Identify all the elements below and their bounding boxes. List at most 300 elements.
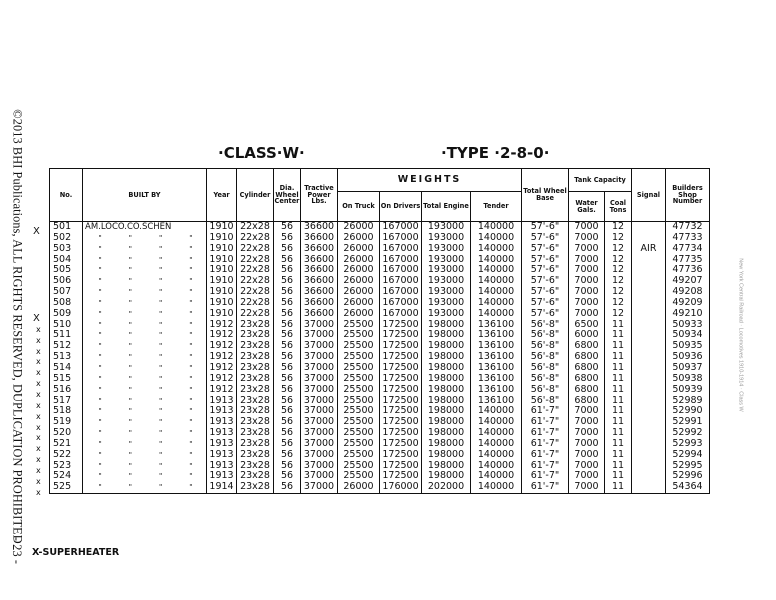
cell-shop-number: 50939 [666, 385, 710, 396]
superheater-mark: x [36, 465, 41, 475]
cell-tractive-power: 37000 [301, 363, 338, 374]
cell-water: 7000 [569, 287, 605, 298]
superheater-mark: x [36, 444, 41, 454]
superheater-mark: x [36, 400, 41, 410]
cell-cylinder: 22x28 [237, 265, 274, 276]
ditto-marks [85, 450, 206, 461]
cell-tender: 140000 [471, 439, 522, 450]
cell-on-truck: 26000 [338, 276, 380, 287]
cell-wheel-base: 61'-7" [522, 450, 569, 461]
cell-tractive-power: 37000 [301, 461, 338, 472]
cell-year: 1912 [207, 352, 237, 363]
cell-shop-number: 52990 [666, 406, 710, 417]
cell-dia: 56 [274, 222, 301, 233]
cell-dia: 56 [274, 461, 301, 472]
ditto-mark: " [189, 450, 193, 459]
ditto-marks [85, 439, 206, 450]
table-row [50, 222, 710, 233]
cell-water: 6800 [569, 396, 605, 407]
cell-no: 513 [50, 352, 83, 363]
cell-on-truck: 25500 [338, 320, 380, 331]
cell-tractive-power: 37000 [301, 439, 338, 450]
ditto-mark: " [189, 255, 193, 264]
cell-dia: 56 [274, 406, 301, 417]
ditto-marks [85, 352, 206, 363]
ditto-mark: " [189, 277, 193, 286]
cell-shop-number: 50934 [666, 330, 710, 341]
ditto-mark: " [189, 342, 193, 351]
cell-total-engine: 193000 [422, 222, 471, 233]
cell-signal [632, 276, 666, 287]
superheater-mark: x [36, 346, 41, 356]
cell-dia: 56 [274, 450, 301, 461]
cell-water: 7000 [569, 417, 605, 428]
cell-total-engine: 193000 [422, 244, 471, 255]
ditto-marks [85, 363, 206, 374]
cell-coal: 11 [605, 320, 632, 331]
ditto-mark: " [98, 266, 102, 275]
cell-total-engine: 198000 [422, 374, 471, 385]
cell-wheel-base: 61'-7" [522, 406, 569, 417]
cell-no: 523 [50, 461, 83, 472]
cell-tender: 140000 [471, 471, 522, 482]
table-row [50, 482, 710, 493]
ditto-marks [85, 417, 206, 428]
cell-water: 7000 [569, 276, 605, 287]
cell-on-drivers: 167000 [380, 233, 422, 244]
cell-coal: 12 [605, 244, 632, 255]
ditto-mark: " [159, 298, 163, 307]
ditto-mark: " [189, 266, 193, 275]
cell-coal: 11 [605, 385, 632, 396]
cell-cylinder: 23x28 [237, 406, 274, 417]
cell-tractive-power: 37000 [301, 385, 338, 396]
page-number: - 23 - [10, 536, 25, 564]
header-tender: Tender [471, 192, 522, 222]
cell-on-drivers: 172500 [380, 406, 422, 417]
cell-on-drivers: 172500 [380, 428, 422, 439]
ditto-mark: " [128, 277, 132, 286]
cell-year: 1910 [207, 265, 237, 276]
superheater-mark: x [36, 487, 41, 497]
ditto-mark: " [128, 309, 132, 318]
ditto-mark: " [159, 461, 163, 470]
table-body [50, 222, 710, 494]
side-note [734, 200, 748, 470]
cell-signal [632, 352, 666, 363]
table-row [50, 320, 710, 331]
cell-year: 1913 [207, 417, 237, 428]
table-row [50, 352, 710, 363]
locomotive-table-wrap [49, 168, 710, 494]
cell-signal [632, 374, 666, 385]
ditto-mark: " [128, 298, 132, 307]
cell-shop-number: 52991 [666, 417, 710, 428]
ditto-mark: " [189, 363, 193, 372]
cell-tractive-power: 36600 [301, 287, 338, 298]
cell-on-drivers: 167000 [380, 276, 422, 287]
cell-no: 512 [50, 341, 83, 352]
cell-coal: 11 [605, 471, 632, 482]
cell-tender: 140000 [471, 461, 522, 472]
ditto-marks [85, 482, 206, 493]
cell-signal [632, 450, 666, 461]
cell-total-engine: 198000 [422, 417, 471, 428]
ditto-mark: " [128, 483, 132, 492]
ditto-mark: " [98, 439, 102, 448]
cell-tractive-power: 37000 [301, 374, 338, 385]
cell-no: 517 [50, 396, 83, 407]
cell-year: 1910 [207, 244, 237, 255]
ditto-mark: " [159, 439, 163, 448]
cell-built-by [83, 287, 207, 298]
cell-signal [632, 428, 666, 439]
ditto-mark: " [159, 233, 163, 242]
cell-built-by [83, 244, 207, 255]
ditto-mark: " [98, 288, 102, 297]
cell-wheel-base: 57'-6" [522, 222, 569, 233]
cell-coal: 12 [605, 287, 632, 298]
table-row [50, 244, 710, 255]
cell-on-drivers: 172500 [380, 461, 422, 472]
cell-built-by [83, 233, 207, 244]
header-total-engine: Total Engine [422, 192, 471, 222]
ditto-marks [85, 265, 206, 276]
ditto-mark: " [98, 255, 102, 264]
cell-no: 503 [50, 244, 83, 255]
cell-built-by [83, 352, 207, 363]
cell-total-engine: 198000 [422, 471, 471, 482]
cell-year: 1912 [207, 385, 237, 396]
cell-shop-number: 52995 [666, 461, 710, 472]
cell-year: 1910 [207, 276, 237, 287]
cell-shop-number: 50933 [666, 320, 710, 331]
cell-on-drivers: 167000 [380, 309, 422, 320]
cell-total-engine: 193000 [422, 276, 471, 287]
cell-coal: 11 [605, 406, 632, 417]
cell-coal: 11 [605, 439, 632, 450]
cell-shop-number: 52989 [666, 396, 710, 407]
cell-signal [632, 471, 666, 482]
cell-year: 1912 [207, 320, 237, 331]
footnote: X-SUPERHEATER [32, 547, 120, 558]
cell-tender: 136100 [471, 396, 522, 407]
ditto-mark: " [128, 429, 132, 438]
cell-tractive-power: 37000 [301, 341, 338, 352]
cell-water: 7000 [569, 222, 605, 233]
cell-cylinder: 22x28 [237, 222, 274, 233]
ditto-mark: " [189, 331, 193, 340]
cell-signal [632, 406, 666, 417]
cell-on-truck: 25500 [338, 461, 380, 472]
ditto-mark: " [98, 429, 102, 438]
cell-coal: 11 [605, 461, 632, 472]
cell-dia: 56 [274, 287, 301, 298]
cell-water: 7000 [569, 439, 605, 450]
cell-signal [632, 287, 666, 298]
cell-signal [632, 461, 666, 472]
ditto-mark: " [159, 429, 163, 438]
cell-total-engine: 198000 [422, 320, 471, 331]
cell-cylinder: 23x28 [237, 330, 274, 341]
cell-coal: 11 [605, 330, 632, 341]
cell-tractive-power: 36600 [301, 298, 338, 309]
cell-water: 6800 [569, 385, 605, 396]
table-row [50, 363, 710, 374]
superheater-mark: x [36, 324, 41, 334]
cell-signal [632, 222, 666, 233]
cell-dia: 56 [274, 255, 301, 266]
cell-shop-number: 54364 [666, 482, 710, 493]
cell-cylinder: 23x28 [237, 482, 274, 493]
cell-no: 508 [50, 298, 83, 309]
cell-no: 507 [50, 287, 83, 298]
cell-cylinder: 23x28 [237, 439, 274, 450]
header-total-wheel-base: Total Wheel Base [522, 169, 569, 222]
table-row [50, 298, 710, 309]
superheater-mark: x [36, 422, 41, 432]
table-row [50, 287, 710, 298]
ditto-mark: " [128, 353, 132, 362]
ditto-mark: " [128, 407, 132, 416]
cell-tender: 140000 [471, 265, 522, 276]
cell-year: 1913 [207, 471, 237, 482]
ditto-mark: " [189, 407, 193, 416]
cell-built-by [83, 406, 207, 417]
ditto-mark: " [159, 288, 163, 297]
cell-wheel-base: 56'-8" [522, 320, 569, 331]
ditto-mark: " [128, 288, 132, 297]
cell-year: 1910 [207, 298, 237, 309]
cell-coal: 11 [605, 450, 632, 461]
ditto-marks [85, 385, 206, 396]
ditto-mark: " [189, 472, 193, 481]
cell-total-engine: 193000 [422, 287, 471, 298]
cell-built-by [83, 309, 207, 320]
ditto-mark: " [128, 331, 132, 340]
cell-tender: 140000 [471, 417, 522, 428]
ditto-mark: " [128, 439, 132, 448]
header-tank-capacity: Tank Capacity [569, 169, 632, 192]
cell-tender: 136100 [471, 352, 522, 363]
cell-year: 1913 [207, 406, 237, 417]
cell-tender: 136100 [471, 341, 522, 352]
cell-cylinder: 22x28 [237, 244, 274, 255]
cell-on-drivers: 172500 [380, 352, 422, 363]
copyright-text: ©2013 BHI Publications, ALL RIGHTS RESERVED, DUPLICATION PROHIBITED [10, 108, 25, 544]
cell-on-truck: 25500 [338, 363, 380, 374]
cell-tractive-power: 36600 [301, 255, 338, 266]
cell-dia: 56 [274, 276, 301, 287]
cell-water: 6800 [569, 352, 605, 363]
cell-total-engine: 198000 [422, 352, 471, 363]
table-row [50, 428, 710, 439]
cell-on-drivers: 172500 [380, 330, 422, 341]
cell-cylinder: 23x28 [237, 374, 274, 385]
header-signal: Signal [632, 169, 666, 222]
ditto-mark: " [189, 418, 193, 427]
cell-year: 1913 [207, 450, 237, 461]
cell-tractive-power: 37000 [301, 320, 338, 331]
cell-shop-number: 49208 [666, 287, 710, 298]
cell-coal: 12 [605, 265, 632, 276]
table-row [50, 233, 710, 244]
cell-total-engine: 202000 [422, 482, 471, 493]
cell-water: 7000 [569, 309, 605, 320]
ditto-mark: " [98, 244, 102, 253]
cell-no: 514 [50, 363, 83, 374]
ditto-mark: " [98, 483, 102, 492]
ditto-marks [85, 298, 206, 309]
cell-dia: 56 [274, 363, 301, 374]
cell-cylinder: 22x28 [237, 276, 274, 287]
ditto-mark: " [189, 483, 193, 492]
cell-water: 6000 [569, 330, 605, 341]
cell-coal: 11 [605, 363, 632, 374]
side-note-text: New York Central Railroad · Locomotives 1910-1914 · Class W [738, 258, 744, 412]
cell-coal: 12 [605, 276, 632, 287]
cell-built-by [83, 265, 207, 276]
cell-on-truck: 26000 [338, 265, 380, 276]
ditto-mark: " [128, 363, 132, 372]
cell-tractive-power: 37000 [301, 396, 338, 407]
ditto-marks [85, 374, 206, 385]
cell-built-by [83, 396, 207, 407]
cell-tender: 140000 [471, 276, 522, 287]
cell-tractive-power: 37000 [301, 352, 338, 363]
ditto-mark: " [98, 396, 102, 405]
cell-tractive-power: 37000 [301, 406, 338, 417]
header-cylinder: Cylinder [237, 169, 274, 222]
cell-dia: 56 [274, 298, 301, 309]
cell-wheel-base: 61'-7" [522, 482, 569, 493]
cell-cylinder: 23x28 [237, 428, 274, 439]
cell-total-engine: 198000 [422, 439, 471, 450]
cell-no: 519 [50, 417, 83, 428]
cell-signal [632, 417, 666, 428]
cell-water: 6800 [569, 363, 605, 374]
ditto-marks [85, 341, 206, 352]
cell-tractive-power: 37000 [301, 482, 338, 493]
cell-tender: 136100 [471, 385, 522, 396]
cell-water: 6800 [569, 374, 605, 385]
superheater-mark: X [33, 226, 40, 238]
cell-dia: 56 [274, 352, 301, 363]
cell-total-engine: 198000 [422, 450, 471, 461]
cell-no: 504 [50, 255, 83, 266]
cell-water: 7000 [569, 298, 605, 309]
cell-wheel-base: 61'-7" [522, 461, 569, 472]
cell-on-truck: 26000 [338, 298, 380, 309]
cell-wheel-base: 56'-8" [522, 341, 569, 352]
ditto-mark: " [159, 277, 163, 286]
ditto-mark: " [189, 353, 193, 362]
ditto-mark: " [159, 385, 163, 394]
ditto-marks [85, 255, 206, 266]
cell-on-truck: 25500 [338, 352, 380, 363]
ditto-mark: " [189, 309, 193, 318]
cell-on-truck: 26000 [338, 482, 380, 493]
cell-water: 7000 [569, 233, 605, 244]
cell-wheel-base: 61'-7" [522, 439, 569, 450]
ditto-mark: " [98, 298, 102, 307]
cell-dia: 56 [274, 320, 301, 331]
table-row [50, 450, 710, 461]
cell-signal [632, 439, 666, 450]
cell-no: 515 [50, 374, 83, 385]
cell-year: 1912 [207, 363, 237, 374]
cell-coal: 12 [605, 233, 632, 244]
ditto-mark: " [189, 298, 193, 307]
cell-total-engine: 198000 [422, 330, 471, 341]
cell-shop-number: 47736 [666, 265, 710, 276]
cell-signal [632, 265, 666, 276]
cell-year: 1912 [207, 374, 237, 385]
cell-no: 506 [50, 276, 83, 287]
cell-cylinder: 23x28 [237, 341, 274, 352]
cell-no: 505 [50, 265, 83, 276]
cell-total-engine: 193000 [422, 298, 471, 309]
header-builders-shop-number: Builders Shop Number [666, 169, 710, 222]
table-row [50, 461, 710, 472]
ditto-mark: " [189, 233, 193, 242]
cell-wheel-base: 57'-6" [522, 265, 569, 276]
ditto-mark: " [189, 320, 193, 329]
cell-cylinder: 23x28 [237, 471, 274, 482]
header-weights: WEIGHTS [338, 169, 522, 192]
cell-water: 7000 [569, 255, 605, 266]
cell-built-by [83, 482, 207, 493]
cell-built-by [83, 330, 207, 341]
cell-on-drivers: 172500 [380, 439, 422, 450]
cell-total-engine: 193000 [422, 265, 471, 276]
cell-tractive-power: 36600 [301, 265, 338, 276]
ditto-mark: " [98, 309, 102, 318]
cell-no: 520 [50, 428, 83, 439]
cell-no: 509 [50, 309, 83, 320]
table-row [50, 276, 710, 287]
cell-dia: 56 [274, 439, 301, 450]
cell-on-truck: 25500 [338, 385, 380, 396]
cell-built-by [83, 385, 207, 396]
cell-year: 1910 [207, 233, 237, 244]
cell-on-truck: 25500 [338, 406, 380, 417]
ditto-marks [85, 320, 206, 331]
cell-coal: 11 [605, 428, 632, 439]
cell-shop-number: 47734 [666, 244, 710, 255]
ditto-mark: " [189, 244, 193, 253]
cell-total-engine: 198000 [422, 428, 471, 439]
cell-water: 7000 [569, 461, 605, 472]
table-row [50, 406, 710, 417]
cell-no: 524 [50, 471, 83, 482]
cell-water: 7000 [569, 482, 605, 493]
cell-wheel-base: 57'-6" [522, 244, 569, 255]
cell-on-truck: 26000 [338, 309, 380, 320]
ditto-marks [85, 276, 206, 287]
cell-signal: AIR [632, 244, 666, 255]
cell-coal: 11 [605, 374, 632, 385]
ditto-mark: " [159, 266, 163, 275]
header-water-gals: Water Gals. [569, 192, 605, 222]
cell-water: 7000 [569, 406, 605, 417]
ditto-marks [85, 309, 206, 320]
cell-total-engine: 198000 [422, 461, 471, 472]
cell-tender: 140000 [471, 298, 522, 309]
superheater-mark: x [36, 335, 41, 345]
cell-coal: 12 [605, 222, 632, 233]
cell-tender: 136100 [471, 330, 522, 341]
